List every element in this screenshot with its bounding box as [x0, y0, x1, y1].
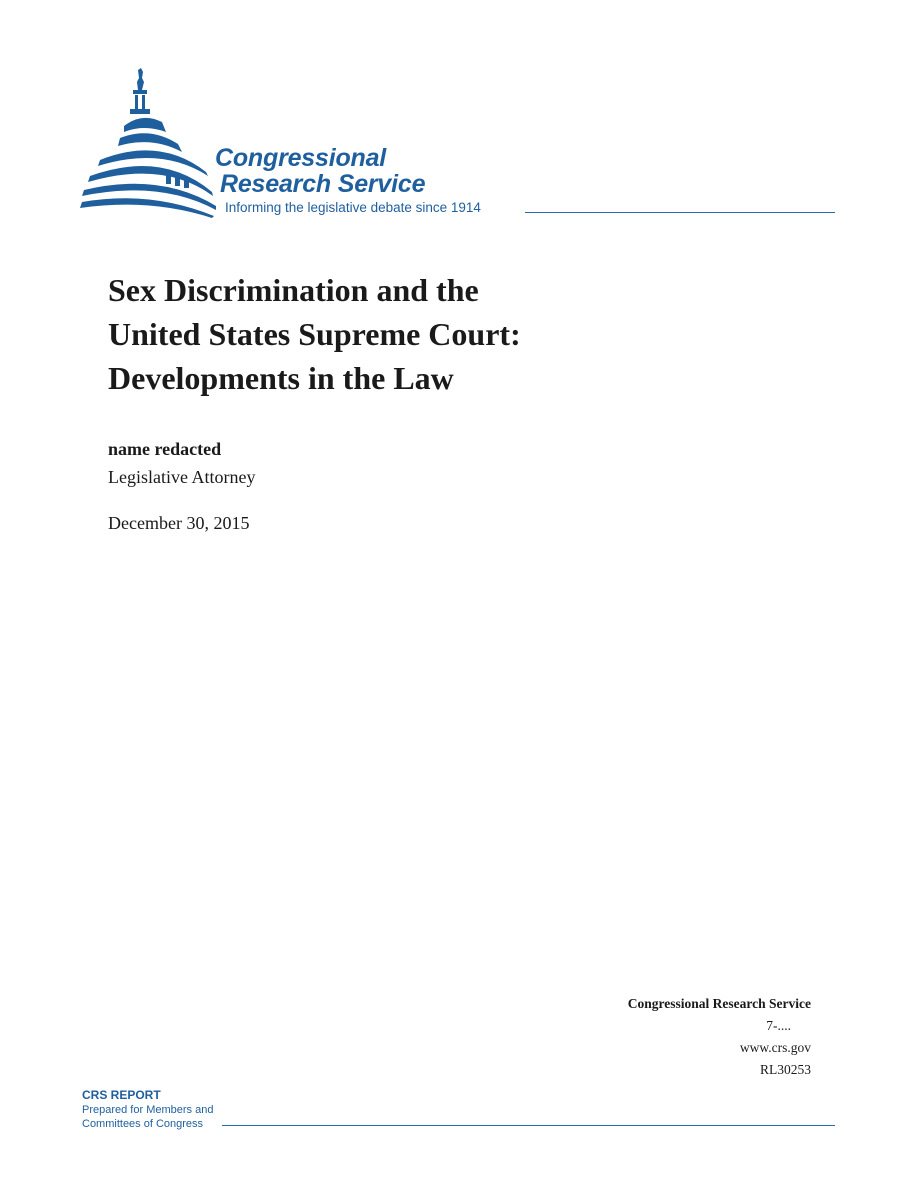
report-date: December 30, 2015 [108, 513, 250, 533]
service-name: Congressional Research Service [627, 996, 811, 1011]
author-name: name redacted [108, 439, 222, 459]
org-name-line-1: Congressional [215, 144, 387, 172]
report-number: RL30253 [759, 1062, 811, 1077]
service-phone: 7-.... [766, 1018, 791, 1033]
report-title-line: United States Supreme Court: [108, 316, 521, 352]
report-title-line: Sex Discrimination and the [108, 272, 479, 308]
org-name-line-2: Research Service [220, 170, 426, 198]
service-website-link[interactable]: www.crs.gov [739, 1040, 811, 1055]
service-info [628, 993, 811, 1081]
crs-report-mark [82, 1088, 213, 1131]
header-divider [525, 212, 835, 213]
crs-report-label: CRS REPORT [82, 1088, 161, 1102]
crs-report-line-2: Committees of Congress [82, 1118, 204, 1130]
footer-divider [222, 1125, 835, 1126]
report-title [108, 268, 521, 400]
crs-report-line-1: Prepared for Members and [82, 1104, 214, 1116]
author-title: Legislative Attorney [108, 467, 256, 487]
report-title-line: Developments in the Law [108, 360, 454, 396]
capitol-dome-icon [80, 66, 220, 218]
org-tagline: Informing the legislative debate since 1914 [225, 200, 481, 215]
crs-logo [80, 66, 840, 226]
